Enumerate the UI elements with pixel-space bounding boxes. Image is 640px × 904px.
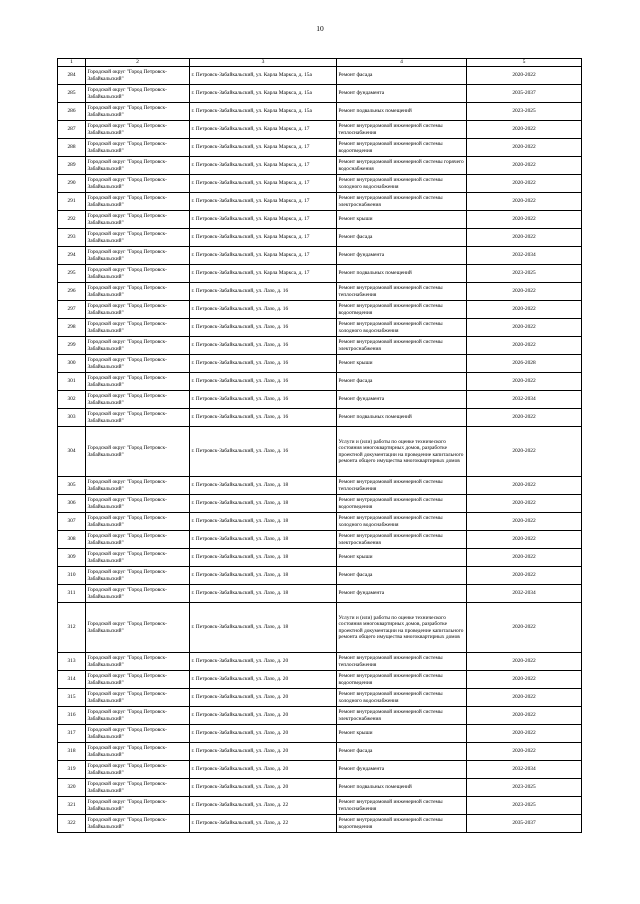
- table-row: [58, 725, 582, 743]
- table-row: [58, 265, 582, 283]
- row-number-cell: 310: [58, 567, 86, 585]
- period-cell: 2023-2025: [467, 779, 582, 797]
- row-number-cell: 286: [58, 103, 86, 121]
- work-type-cell: Ремонт крыши: [337, 549, 467, 567]
- row-number-cell: 299: [58, 337, 86, 355]
- district-cell: Городской округ "Город Петровск-Забайкальский": [86, 513, 190, 531]
- district-cell: Городской округ "Город Петровск-Забайкальский": [86, 725, 190, 743]
- period-cell: 2026-2028: [467, 355, 582, 373]
- table-row: [58, 653, 582, 671]
- table-row: [58, 567, 582, 585]
- table-row: [58, 761, 582, 779]
- district-cell: Городской округ "Город Петровск-Забайкальский": [86, 337, 190, 355]
- row-number-cell: 291: [58, 193, 86, 211]
- address-cell: г. Петровск-Забайкальский, ул. Карла Маркса, д. 17: [190, 265, 337, 283]
- table-row: [58, 175, 582, 193]
- row-number-cell: 292: [58, 211, 86, 229]
- work-type-cell: Ремонт фасада: [337, 743, 467, 761]
- address-cell: г. Петровск-Забайкальский, ул. Карла Маркса, д. 17: [190, 139, 337, 157]
- row-number-cell: 284: [58, 67, 86, 85]
- row-number-cell: 297: [58, 301, 86, 319]
- district-cell: Городской округ "Город Петровск-Забайкальский": [86, 603, 190, 653]
- work-type-cell: Ремонт внутридомовой инженерной системы электроснабжения: [337, 531, 467, 549]
- table-row: [58, 193, 582, 211]
- table-row: [58, 373, 582, 391]
- work-type-cell: Ремонт внутридомовой инженерной системы теплоснабжения: [337, 653, 467, 671]
- work-type-cell: Ремонт фундамента: [337, 85, 467, 103]
- table-row: [58, 139, 582, 157]
- row-number-cell: 287: [58, 121, 86, 139]
- address-cell: г. Петровск-Забайкальский, ул. Лазо, д. 20: [190, 779, 337, 797]
- table-body: [58, 59, 582, 833]
- table-row: [58, 67, 582, 85]
- table-row: [58, 531, 582, 549]
- work-type-cell: Ремонт внутридомовой инженерной системы водоотведения: [337, 815, 467, 833]
- address-cell: г. Петровск-Забайкальский, ул. Карла Маркса, д. 17: [190, 247, 337, 265]
- district-cell: Городской округ "Город Петровск-Забайкальский": [86, 265, 190, 283]
- row-number-cell: 320: [58, 779, 86, 797]
- district-cell: Городской округ "Город Петровск-Забайкальский": [86, 103, 190, 121]
- period-cell: 2020-2022: [467, 653, 582, 671]
- address-cell: г. Петровск-Забайкальский, ул. Лазо, д. 16: [190, 319, 337, 337]
- table-row: [58, 211, 582, 229]
- district-cell: Городской округ "Город Петровск-Забайкальский": [86, 157, 190, 175]
- district-cell: Городской округ "Город Петровск-Забайкальский": [86, 779, 190, 797]
- address-cell: г. Петровск-Забайкальский, ул. Лазо, д. 16: [190, 373, 337, 391]
- period-cell: 2020-2022: [467, 671, 582, 689]
- table-row: [58, 409, 582, 427]
- address-cell: г. Петровск-Забайкальский, ул. Лазо, д. 18: [190, 567, 337, 585]
- address-cell: г. Петровск-Забайкальский, ул. Лазо, д. 20: [190, 761, 337, 779]
- period-cell: 2020-2022: [467, 193, 582, 211]
- period-cell: 2032-2034: [467, 247, 582, 265]
- work-type-cell: Ремонт внутридомовой инженерной системы холодного водоснабжения: [337, 175, 467, 193]
- period-cell: 2020-2022: [467, 603, 582, 653]
- period-cell: 2020-2022: [467, 409, 582, 427]
- table-row: [58, 743, 582, 761]
- work-type-cell: Ремонт внутридомовой инженерной системы электроснабжения: [337, 337, 467, 355]
- column-header: 1: [58, 59, 86, 67]
- period-cell: 2032-2034: [467, 391, 582, 409]
- address-cell: г. Петровск-Забайкальский, ул. Лазо, д. 16: [190, 337, 337, 355]
- table-row: [58, 603, 582, 653]
- work-type-cell: Ремонт внутридомовой инженерной системы теплоснабжения: [337, 477, 467, 495]
- table-row: [58, 355, 582, 373]
- address-cell: г. Петровск-Забайкальский, ул. Карла Маркса, д. 15а: [190, 85, 337, 103]
- period-cell: 2020-2022: [467, 427, 582, 477]
- address-cell: г. Петровск-Забайкальский, ул. Лазо, д. 16: [190, 391, 337, 409]
- table-row: [58, 797, 582, 815]
- address-cell: г. Петровск-Забайкальский, ул. Лазо, д. 20: [190, 671, 337, 689]
- row-number-cell: 313: [58, 653, 86, 671]
- table-row: [58, 779, 582, 797]
- district-cell: Городской округ "Город Петровск-Забайкальский": [86, 427, 190, 477]
- period-cell: 2020-2022: [467, 495, 582, 513]
- table-row: [58, 247, 582, 265]
- address-cell: г. Петровск-Забайкальский, ул. Лазо, д. 22: [190, 797, 337, 815]
- address-cell: г. Петровск-Забайкальский, ул. Лазо, д. 18: [190, 585, 337, 603]
- row-number-cell: 321: [58, 797, 86, 815]
- table-row: [58, 283, 582, 301]
- period-cell: 2020-2022: [467, 121, 582, 139]
- district-cell: Городской округ "Город Петровск-Забайкальский": [86, 409, 190, 427]
- address-cell: г. Петровск-Забайкальский, ул. Карла Маркса, д. 17: [190, 193, 337, 211]
- table-row: [58, 513, 582, 531]
- address-cell: г. Петровск-Забайкальский, ул. Карла Маркса, д. 17: [190, 211, 337, 229]
- period-cell: 2020-2022: [467, 337, 582, 355]
- row-number-cell: 294: [58, 247, 86, 265]
- column-header: 4: [337, 59, 467, 67]
- district-cell: Городской округ "Город Петровск-Забайкальский": [86, 495, 190, 513]
- work-type-cell: Ремонт подвальных помещений: [337, 103, 467, 121]
- work-type-cell: Ремонт фундамента: [337, 247, 467, 265]
- period-cell: 2020-2022: [467, 175, 582, 193]
- district-cell: Городской округ "Город Петровск-Забайкальский": [86, 193, 190, 211]
- address-cell: г. Петровск-Забайкальский, ул. Лазо, д. 22: [190, 815, 337, 833]
- work-type-cell: Ремонт крыши: [337, 211, 467, 229]
- district-cell: Городской округ "Город Петровск-Забайкальский": [86, 549, 190, 567]
- district-cell: Городской округ "Город Петровск-Забайкальский": [86, 477, 190, 495]
- row-number-cell: 306: [58, 495, 86, 513]
- row-number-cell: 317: [58, 725, 86, 743]
- period-cell: 2023-2025: [467, 265, 582, 283]
- period-cell: 2032-2034: [467, 761, 582, 779]
- period-cell: 2020-2022: [467, 689, 582, 707]
- repair-schedule-table: [57, 58, 582, 833]
- period-cell: 2020-2022: [467, 157, 582, 175]
- period-cell: 2032-2034: [467, 585, 582, 603]
- work-type-cell: Ремонт внутридомовой инженерной системы электроснабжения: [337, 193, 467, 211]
- work-type-cell: Ремонт фундамента: [337, 585, 467, 603]
- row-number-cell: 309: [58, 549, 86, 567]
- period-cell: 2020-2022: [467, 283, 582, 301]
- row-number-cell: 315: [58, 689, 86, 707]
- work-type-cell: Ремонт внутридомовой инженерной системы теплоснабжения: [337, 121, 467, 139]
- row-number-cell: 301: [58, 373, 86, 391]
- district-cell: Городской округ "Город Петровск-Забайкальский": [86, 319, 190, 337]
- row-number-cell: 318: [58, 743, 86, 761]
- row-number-cell: 314: [58, 671, 86, 689]
- address-cell: г. Петровск-Забайкальский, ул. Лазо, д. 20: [190, 689, 337, 707]
- period-cell: 2023-2025: [467, 103, 582, 121]
- work-type-cell: Услуги и (или) работы по оценке технического состояния многоквартирных домов, разработке проектной документации на проведение капитального ремонта общего имущества многоквартирных домов: [337, 427, 467, 477]
- period-cell: 2020-2022: [467, 513, 582, 531]
- district-cell: Городской округ "Город Петровск-Забайкальский": [86, 743, 190, 761]
- work-type-cell: Ремонт внутридомовой инженерной системы водоотведения: [337, 671, 467, 689]
- row-number-cell: 289: [58, 157, 86, 175]
- table-row: [58, 391, 582, 409]
- work-type-cell: Услуги и (или) работы по оценке технического состояния многоквартирных домов, разработке проектной документации на проведение капитального ремонта общего имущества многоквартирных домов: [337, 603, 467, 653]
- table-row: [58, 319, 582, 337]
- work-type-cell: Ремонт фасада: [337, 67, 467, 85]
- district-cell: Городской округ "Город Петровск-Забайкальский": [86, 211, 190, 229]
- period-cell: 2020-2022: [467, 229, 582, 247]
- row-number-cell: 302: [58, 391, 86, 409]
- work-type-cell: Ремонт внутридомовой инженерной системы холодного водоснабжения: [337, 319, 467, 337]
- address-cell: г. Петровск-Забайкальский, ул. Карла Маркса, д. 17: [190, 229, 337, 247]
- table-row: [58, 477, 582, 495]
- page-number: 10: [316, 24, 324, 33]
- work-type-cell: Ремонт внутридомовой инженерной системы водоотведения: [337, 301, 467, 319]
- district-cell: Городской округ "Город Петровск-Забайкальский": [86, 585, 190, 603]
- period-cell: 2020-2022: [467, 139, 582, 157]
- district-cell: Городской округ "Город Петровск-Забайкальский": [86, 139, 190, 157]
- work-type-cell: Ремонт внутридомовой инженерной системы горячего водоснабжения: [337, 157, 467, 175]
- district-cell: Городской округ "Город Петровск-Забайкальский": [86, 85, 190, 103]
- district-cell: Городской округ "Город Петровск-Забайкальский": [86, 391, 190, 409]
- district-cell: Городской округ "Город Петровск-Забайкальский": [86, 761, 190, 779]
- address-cell: г. Петровск-Забайкальский, ул. Карла Маркса, д. 17: [190, 175, 337, 193]
- row-number-cell: 319: [58, 761, 86, 779]
- district-cell: Городской округ "Город Петровск-Забайкальский": [86, 689, 190, 707]
- address-cell: г. Петровск-Забайкальский, ул. Карла Маркса, д. 15а: [190, 103, 337, 121]
- period-cell: 2020-2022: [467, 477, 582, 495]
- district-cell: Городской округ "Город Петровск-Забайкальский": [86, 67, 190, 85]
- row-number-cell: 296: [58, 283, 86, 301]
- work-type-cell: Ремонт фасада: [337, 229, 467, 247]
- address-cell: г. Петровск-Забайкальский, ул. Лазо, д. 20: [190, 653, 337, 671]
- table-row: [58, 337, 582, 355]
- district-cell: Городской округ "Город Петровск-Забайкальский": [86, 355, 190, 373]
- work-type-cell: Ремонт фасада: [337, 567, 467, 585]
- row-number-cell: 300: [58, 355, 86, 373]
- row-number-cell: 288: [58, 139, 86, 157]
- address-cell: г. Петровск-Забайкальский, ул. Лазо, д. 16: [190, 301, 337, 319]
- row-number-cell: 290: [58, 175, 86, 193]
- period-cell: 2020-2022: [467, 549, 582, 567]
- period-cell: 2020-2022: [467, 707, 582, 725]
- header-row: [58, 59, 582, 67]
- district-cell: Городской округ "Город Петровск-Забайкальский": [86, 653, 190, 671]
- address-cell: г. Петровск-Забайкальский, ул. Лазо, д. 20: [190, 707, 337, 725]
- row-number-cell: 298: [58, 319, 86, 337]
- column-header: 3: [190, 59, 337, 67]
- row-number-cell: 312: [58, 603, 86, 653]
- row-number-cell: 285: [58, 85, 86, 103]
- district-cell: Городской округ "Город Петровск-Забайкальский": [86, 175, 190, 193]
- row-number-cell: 293: [58, 229, 86, 247]
- address-cell: г. Петровск-Забайкальский, ул. Лазо, д. 18: [190, 531, 337, 549]
- period-cell: 2020-2022: [467, 373, 582, 391]
- table-row: [58, 549, 582, 567]
- row-number-cell: 303: [58, 409, 86, 427]
- address-cell: г. Петровск-Забайкальский, ул. Лазо, д. 18: [190, 495, 337, 513]
- table-row: [58, 121, 582, 139]
- period-cell: 2020-2022: [467, 567, 582, 585]
- address-cell: г. Петровск-Забайкальский, ул. Лазо, д. 16: [190, 355, 337, 373]
- work-type-cell: Ремонт подвальных помещений: [337, 779, 467, 797]
- row-number-cell: 295: [58, 265, 86, 283]
- district-cell: Городской округ "Город Петровск-Забайкальский": [86, 121, 190, 139]
- district-cell: Городской округ "Город Петровск-Забайкальский": [86, 707, 190, 725]
- table-row: [58, 103, 582, 121]
- address-cell: г. Петровск-Забайкальский, ул. Лазо, д. 16: [190, 409, 337, 427]
- district-cell: Городской округ "Город Петровск-Забайкальский": [86, 567, 190, 585]
- address-cell: г. Петровск-Забайкальский, ул. Лазо, д. 20: [190, 725, 337, 743]
- address-cell: г. Петровск-Забайкальский, ул. Лазо, д. 18: [190, 477, 337, 495]
- period-cell: 2020-2022: [467, 67, 582, 85]
- table-row: [58, 229, 582, 247]
- row-number-cell: 304: [58, 427, 86, 477]
- row-number-cell: 311: [58, 585, 86, 603]
- district-cell: Городской округ "Город Петровск-Забайкальский": [86, 247, 190, 265]
- table-row: [58, 707, 582, 725]
- table-row: [58, 671, 582, 689]
- period-cell: 2035-2037: [467, 815, 582, 833]
- period-cell: 2020-2022: [467, 531, 582, 549]
- work-type-cell: Ремонт подвальных помещений: [337, 409, 467, 427]
- table-row: [58, 85, 582, 103]
- address-cell: г. Петровск-Забайкальский, ул. Лазо, д. 18: [190, 603, 337, 653]
- row-number-cell: 316: [58, 707, 86, 725]
- work-type-cell: Ремонт внутридомовой инженерной системы электроснабжения: [337, 707, 467, 725]
- table-row: [58, 585, 582, 603]
- row-number-cell: 322: [58, 815, 86, 833]
- table-row: [58, 157, 582, 175]
- work-type-cell: Ремонт фундамента: [337, 391, 467, 409]
- table-row: [58, 301, 582, 319]
- district-cell: Городской округ "Город Петровск-Забайкальский": [86, 283, 190, 301]
- address-cell: г. Петровск-Забайкальский, ул. Лазо, д. 20: [190, 743, 337, 761]
- column-header: 2: [86, 59, 190, 67]
- district-cell: Городской округ "Город Петровск-Забайкальский": [86, 301, 190, 319]
- address-cell: г. Петровск-Забайкальский, ул. Карла Маркса, д. 17: [190, 157, 337, 175]
- period-cell: 2020-2022: [467, 743, 582, 761]
- address-cell: г. Петровск-Забайкальский, ул. Лазо, д. 18: [190, 513, 337, 531]
- work-type-cell: Ремонт крыши: [337, 355, 467, 373]
- period-cell: 2020-2022: [467, 319, 582, 337]
- work-type-cell: Ремонт внутридомовой инженерной системы теплоснабжения: [337, 283, 467, 301]
- district-cell: Городской округ "Город Петровск-Забайкальский": [86, 797, 190, 815]
- column-header: 5: [467, 59, 582, 67]
- work-type-cell: Ремонт внутридомовой инженерной системы холодного водоснабжения: [337, 513, 467, 531]
- period-cell: 2020-2022: [467, 725, 582, 743]
- address-cell: г. Петровск-Забайкальский, ул. Лазо, д. 16: [190, 283, 337, 301]
- table-row: [58, 427, 582, 477]
- work-type-cell: Ремонт фасада: [337, 373, 467, 391]
- district-cell: Городской округ "Город Петровск-Забайкальский": [86, 671, 190, 689]
- work-type-cell: Ремонт подвальных помещений: [337, 265, 467, 283]
- district-cell: Городской округ "Город Петровск-Забайкальский": [86, 229, 190, 247]
- address-cell: г. Петровск-Забайкальский, ул. Лазо, д. 18: [190, 549, 337, 567]
- district-cell: Городской округ "Город Петровск-Забайкальский": [86, 815, 190, 833]
- period-cell: 2023-2025: [467, 797, 582, 815]
- address-cell: г. Петровск-Забайкальский, ул. Карла Маркса, д. 15а: [190, 67, 337, 85]
- row-number-cell: 307: [58, 513, 86, 531]
- work-type-cell: Ремонт внутридомовой инженерной системы холодного водоснабжения: [337, 689, 467, 707]
- table-row: [58, 689, 582, 707]
- period-cell: 2020-2022: [467, 301, 582, 319]
- work-type-cell: Ремонт фундамента: [337, 761, 467, 779]
- row-number-cell: 308: [58, 531, 86, 549]
- work-type-cell: Ремонт внутридомовой инженерной системы водоотведения: [337, 495, 467, 513]
- period-cell: 2020-2022: [467, 211, 582, 229]
- address-cell: г. Петровск-Забайкальский, ул. Лазо, д. 16: [190, 427, 337, 477]
- row-number-cell: 305: [58, 477, 86, 495]
- work-type-cell: Ремонт внутридомовой инженерной системы теплоснабжения: [337, 797, 467, 815]
- period-cell: 2035-2037: [467, 85, 582, 103]
- district-cell: Городской округ "Город Петровск-Забайкальский": [86, 531, 190, 549]
- work-type-cell: Ремонт внутридомовой инженерной системы водоотведения: [337, 139, 467, 157]
- address-cell: г. Петровск-Забайкальский, ул. Карла Маркса, д. 17: [190, 121, 337, 139]
- table-row: [58, 495, 582, 513]
- table-row: [58, 815, 582, 833]
- district-cell: Городской округ "Город Петровск-Забайкальский": [86, 373, 190, 391]
- work-type-cell: Ремонт крыши: [337, 725, 467, 743]
